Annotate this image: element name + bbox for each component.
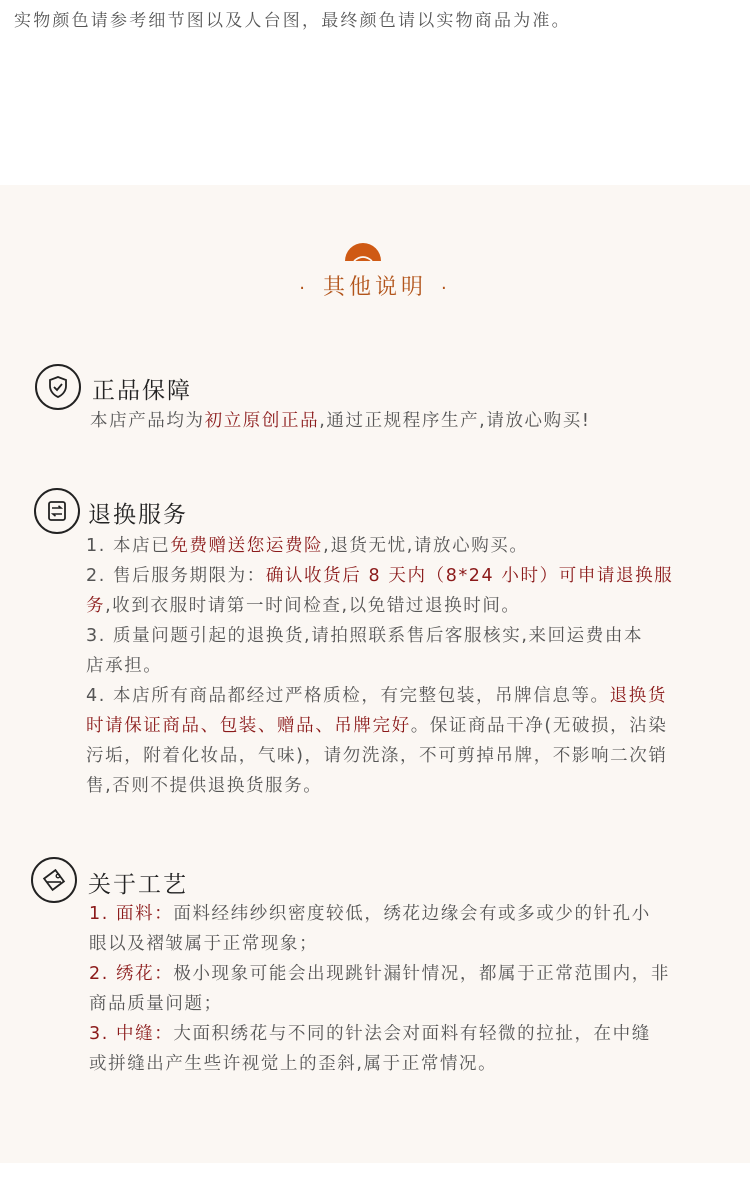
exchange-doc-icon (34, 488, 80, 534)
craft-item-1: 1. 面料：面料经纬纱织密度较低，绣花边缘会有或多或少的针孔小 (89, 904, 651, 924)
header-dot-right: · (441, 278, 451, 299)
color-disclaimer: 实物颜色请参考细节图以及人台图，最终颜色请以实物商品为准。 (14, 11, 571, 31)
tag-icon (31, 857, 77, 903)
returns-item-3: 3. 质量问题引起的退换货,请拍照联系售后客服核实,来回运费由本 (86, 626, 644, 646)
returns-item-4: 4. 本店所有商品都经过严格质检，有完整包装，吊牌信息等。退换货 (86, 686, 667, 706)
returns-text: 1. 本店已免费赠送您运费险,退货无忧,请放心购买。 2. 售后服务期限为：确认收货后 8 天内（8*24 小时）可申请退换服 务,收到衣服时请第一时间检查,以免错过退换时间。 3. 质量问题引起的退换货,请拍照联系售后客服核实,来回运费由本 店承担。 4. 本店所有商品都经过严格质检，有完整包装，吊牌信息等。退换货 时请保证商品、包装、赠品、吊牌完好。保证商品干净(无破损，沾染 污垢，附着化妆品，气味)，请勿洗涤，不可剪掉吊牌，不影响二次销 售,否则不提供退换货服务。 (86, 531, 673, 801)
craft-item-2: 2. 绣花：极小现象可能会出现跳针漏针情况，都属于正常范围内，非 (89, 964, 670, 984)
returns-item-2: 2. 售后服务期限为：确认收货后 8 天内（8*24 小时）可申请退换服 (86, 566, 674, 586)
craft-title: 关于工艺 (88, 872, 188, 898)
returns-item-1: 1. 本店已免费赠送您运费险,退货无忧,请放心购买。 (86, 536, 529, 556)
craft-text: 1. 面料：面料经纬纱织密度较低，绣花边缘会有或多或少的针孔小 眼以及褶皱属于正常现象； 2. 绣花：极小现象可能会出现跳针漏针情况，都属于正常范围内，非 商品质量问题； 3. 中缝：大面积绣花与不同的针法会对面料有轻微的拉扯，在中缝 或拼缝出产生些许视觉上的歪斜,属于正常情况。 (89, 899, 670, 1079)
authentic-text: 本店产品均为初立原创正品,通过正规程序生产,请放心购买! (90, 411, 591, 431)
header-title: 其他说明 (322, 275, 427, 300)
returns-title: 退换服务 (88, 502, 188, 528)
shield-check-icon (35, 364, 81, 410)
craft-item-3: 3. 中缝：大面积绣花与不同的针法会对面料有轻微的拉扯，在中缝 (89, 1024, 651, 1044)
authentic-title: 正品保障 (92, 378, 192, 404)
header-dot-left: · (299, 278, 309, 299)
fan-icon (344, 241, 382, 263)
section-header (0, 270, 750, 301)
